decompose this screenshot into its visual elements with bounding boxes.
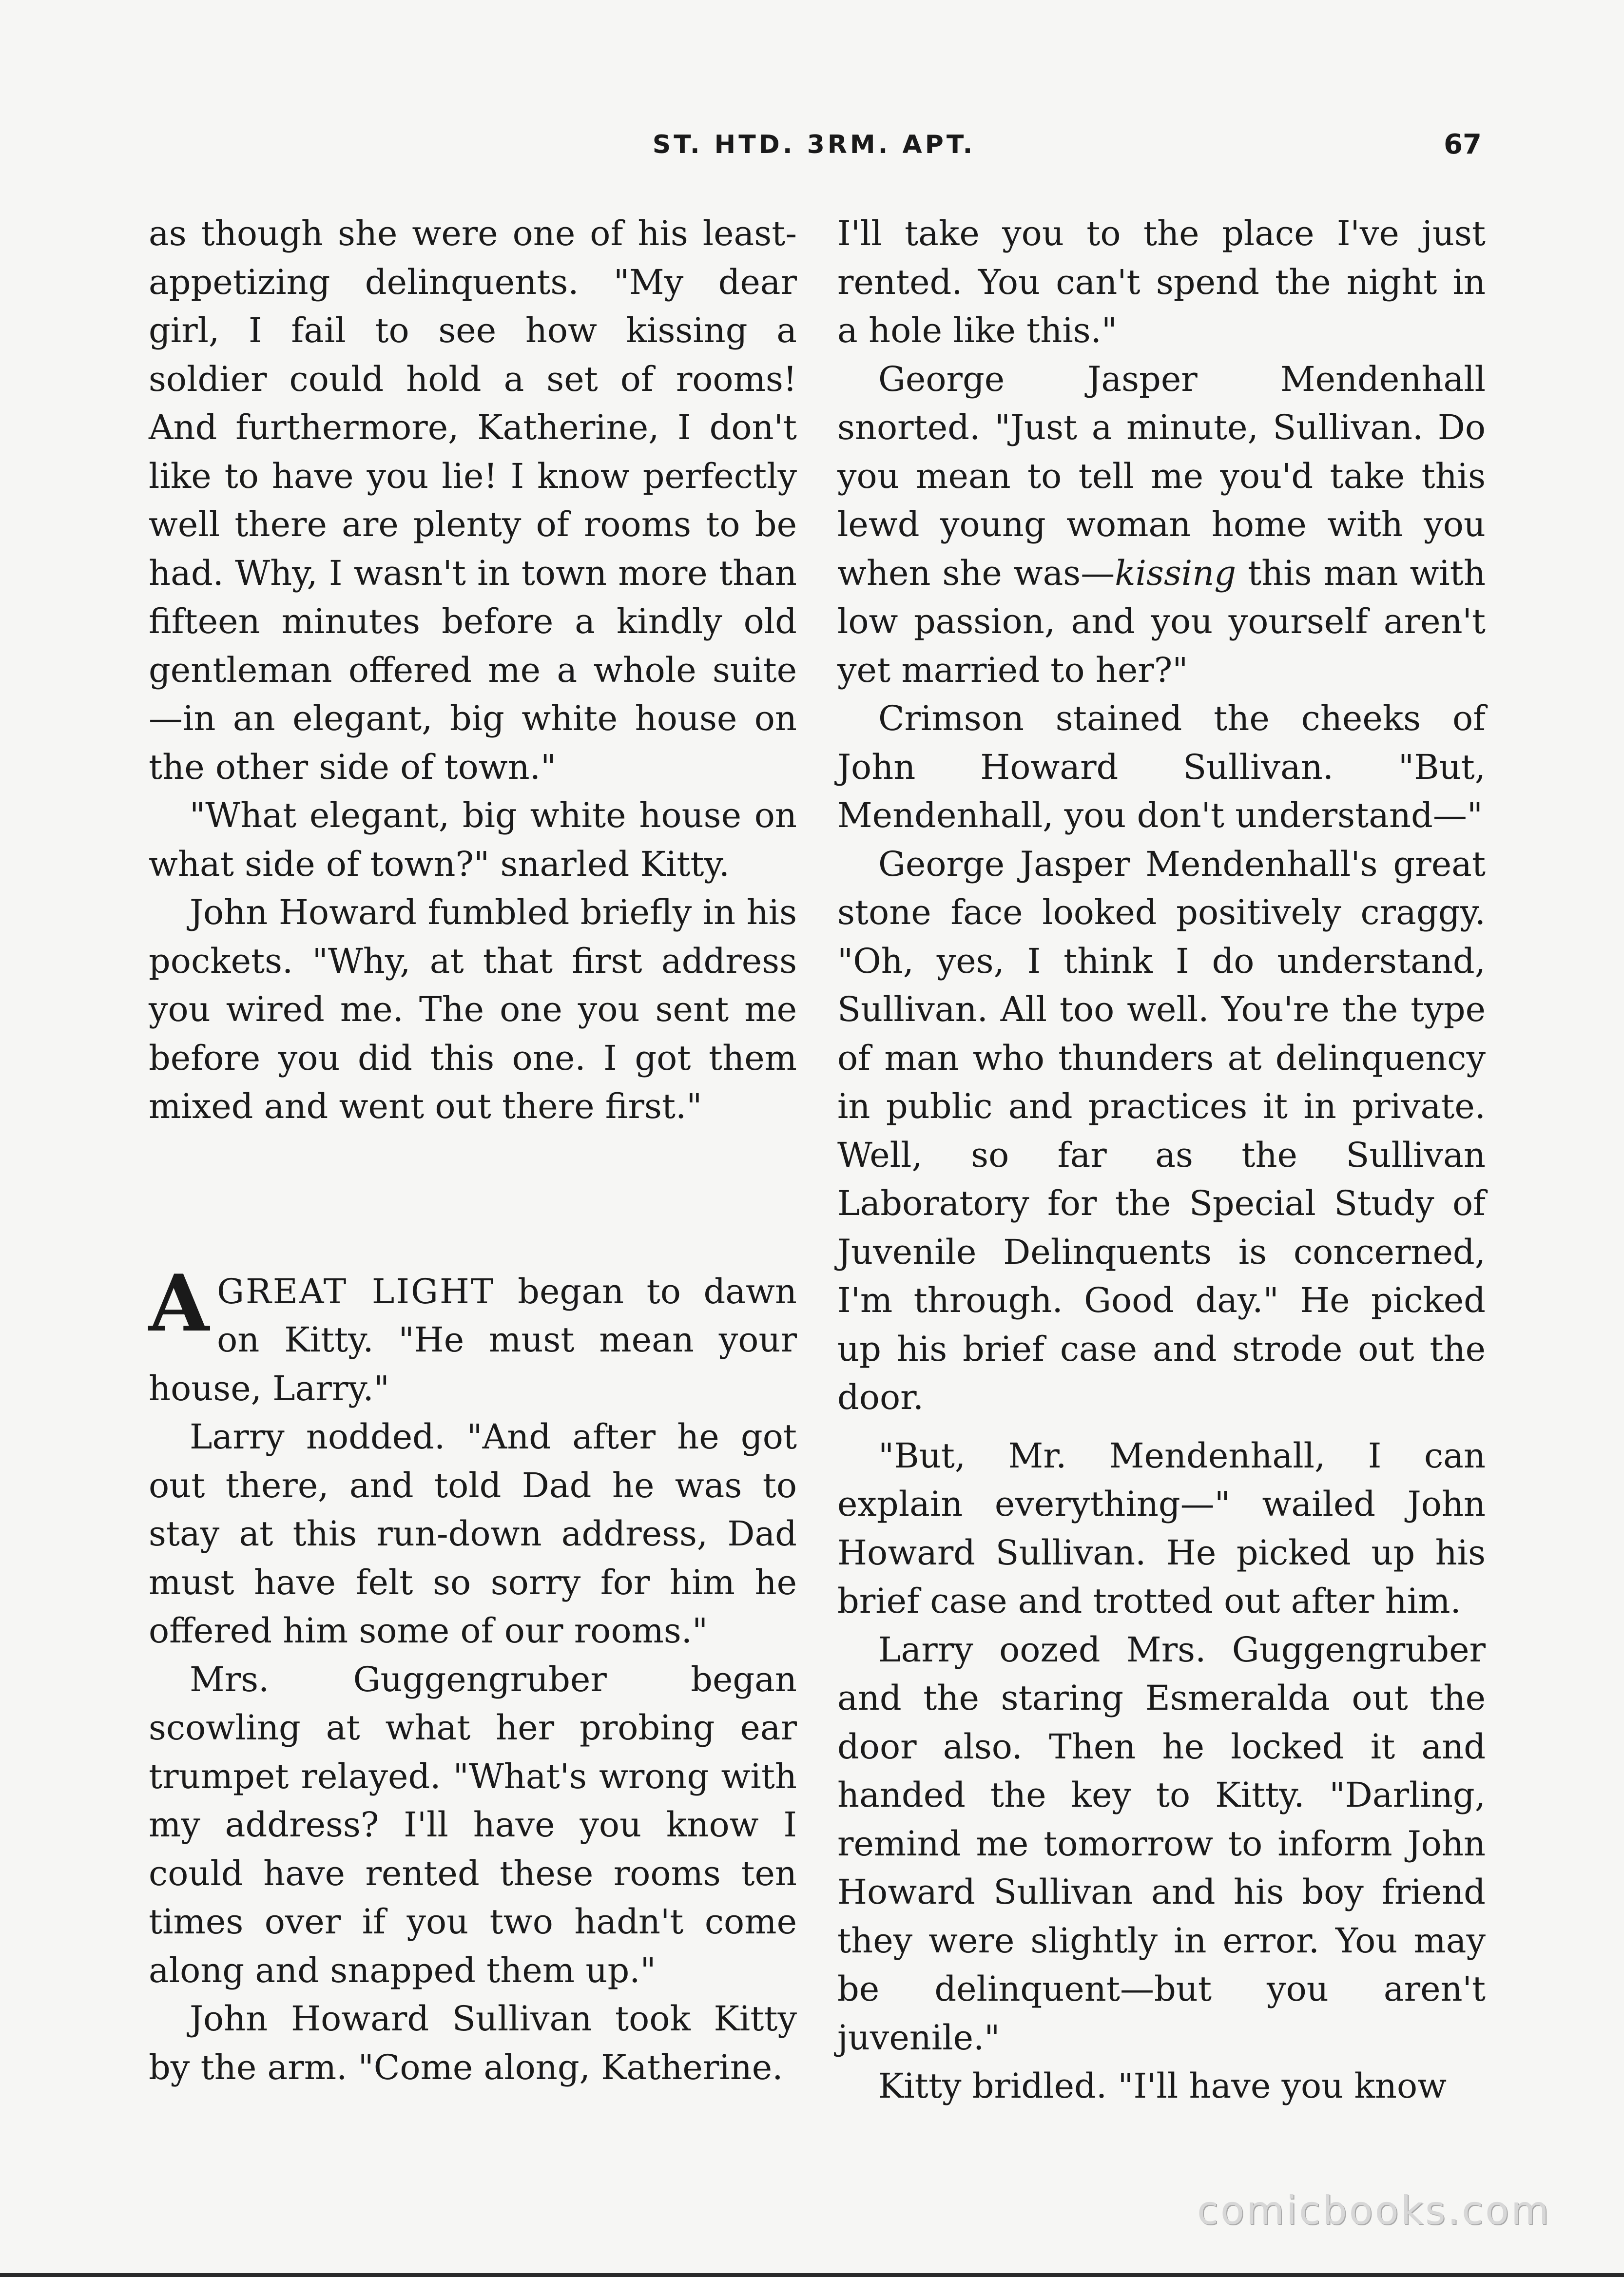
paragraph: Kitty bridled. "I'll have you know — [878, 2066, 1447, 2106]
right-column — [837, 210, 1486, 2111]
drop-cap: A — [149, 1257, 210, 1349]
paragraph: Larry oozed Mrs. Guggengruber and the staring Esmeralda out the door also. Then he locked it and handed the key to Kitty. "Darling, remind me tomorrow to inform John Howard Sullivan and his boy friend they were slightly in error. You may be delinquent—but you aren't juvenile." — [837, 1629, 1486, 2058]
paragraph: Mrs. Guggengruber began scowling at what her probing ear trumpet relayed. "What's wrong with my address? I'll have you know I could have rented these rooms ten times over if you two hadn't come along and snapped them up." — [149, 1659, 797, 1990]
bottom-border — [0, 2273, 1624, 2277]
running-head — [146, 123, 1482, 167]
paragraph-text: this man with low passion, and you yourself aren't yet married to her?" — [837, 553, 1486, 690]
paragraph: "But, Mr. Mendenhall, I can explain everything—" wailed John Howard Sullivan. He picked up his brief case and trotted out after him. — [837, 1435, 1486, 1621]
paragraph: Crimson stained the cheeks of John Howard Sullivan. "But, Mendenhall, you don't understand—" — [837, 698, 1486, 835]
paragraph: Larry nodded. "And after he got out there, and told Dad he was to stay at this run-down address, Dad must have felt so sorry for him he offered him some of our rooms." — [149, 1417, 797, 1651]
emphasized-word: kissing — [1115, 553, 1237, 593]
lead-in-words: GREAT LIGHT — [217, 1271, 495, 1312]
paragraph: as though she were one of his least-appetizing delinquents. "My dear girl, I fail to see how kissing a soldier could hold a set of rooms! And furthermore, Katherine, I don't like to have you lie! I know perfectly well there are plenty of rooms to be had. Why, I wasn't in town more than fifteen minutes before a kindly old gentleman offered me a whole suite—in an elegant, big white house on the other side of town." — [149, 213, 797, 787]
paragraph-text: began to dawn on Kitty. "He must mean your house, Larry." — [149, 1271, 797, 1409]
paragraph-text: George Jasper Mendenhall snorted. "Just a minute, Sullivan. Do you mean to tell me you'd take this lewd young woman home with you when she was— — [837, 359, 1486, 593]
running-title: ST. HTD. 3RM. APT. — [652, 130, 976, 159]
paragraph: I'll take you to the place I've just rented. You can't spend the night in a hole like this." — [837, 213, 1486, 350]
paragraph: John Howard fumbled briefly in his pockets. "Why, at that first address you wired me. The one you sent me before you did this one. I got them mixed and went out there first." — [149, 892, 797, 1126]
section-opening-paragraph — [149, 1257, 797, 1413]
left-column — [149, 210, 797, 2092]
paragraph — [837, 355, 1486, 695]
watermark-logo: comicbooks.com — [1197, 2188, 1551, 2233]
paragraph: John Howard Sullivan took Kitty by the arm. "Come along, Katherine. — [149, 1999, 797, 2087]
paragraph: "What elegant, big white house on what side of town?" snarled Kitty. — [149, 795, 797, 884]
section-break — [149, 1131, 797, 1268]
page-number: 67 — [1444, 129, 1482, 160]
paragraph: George Jasper Mendenhall's great stone face looked positively craggy. "Oh, yes, I think I do understand, Sullivan. All too well. You're the type of man who thunders at delinquency in public and practices it in private. Well, so far as the Sullivan Laboratory for the Special Study of Juvenile Delinquents is concerned, I'm through. Good day." He picked up his brief case and strode out the door. — [837, 844, 1486, 1417]
